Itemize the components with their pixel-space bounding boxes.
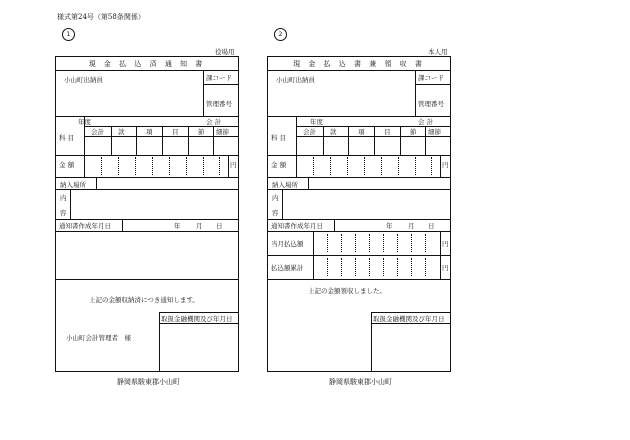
- accounting-label: 会 計: [418, 118, 434, 126]
- copy-number-2: 2: [274, 28, 287, 41]
- form-number: 様式第24号（第58条関係）: [57, 13, 145, 21]
- notice-date-label: 通知書作成年月日: [59, 222, 111, 230]
- subheader-setsu: 節: [198, 128, 205, 136]
- form-title: 現 金 払 込 書 兼 領 収 書: [293, 60, 425, 68]
- footer-1: 静岡県駿東郡小山町: [117, 378, 180, 386]
- current-month-yen: 円: [442, 240, 449, 248]
- content-label-1: 内: [60, 194, 67, 202]
- date-month: 月: [196, 222, 203, 230]
- accounting-manager: 小山町会計管理者 様: [66, 334, 131, 342]
- payee-name: 小山町出納員: [64, 76, 103, 84]
- subheader-accounting: 会計: [91, 128, 104, 136]
- category-label: 科 目: [59, 134, 75, 142]
- dept-code-label: 課コード: [418, 74, 444, 82]
- content-label-2: 容: [60, 209, 67, 217]
- notice-message: 上記の金額収納済につき通知します。: [89, 296, 199, 304]
- mgmt-number-label: 管理番号: [418, 100, 444, 108]
- dept-code-label: 課コード: [206, 74, 232, 82]
- subheader-kou: 項: [146, 128, 153, 136]
- date-month: 月: [408, 222, 415, 230]
- subheader-setsu: 節: [410, 128, 417, 136]
- receipt-message: 上記の金額領収しました。: [308, 287, 386, 295]
- form-personal-copy: [267, 56, 451, 372]
- subheader-moku: 目: [384, 128, 391, 136]
- payment-place-label: 納入場所: [60, 181, 86, 189]
- cumulative-label: 払込額累計: [271, 264, 304, 272]
- subheader-saisetsu: 細節: [428, 128, 441, 136]
- date-day: 日: [428, 222, 435, 230]
- payee-name: 小山町出納員: [276, 76, 315, 84]
- payment-place-label: 納入場所: [272, 181, 298, 189]
- amount-label: 金 額: [271, 161, 287, 169]
- date-day: 日: [216, 222, 223, 230]
- category-label: 科 目: [271, 134, 287, 142]
- subheader-kan: 款: [330, 128, 337, 136]
- subheader-accounting: 会計: [303, 128, 316, 136]
- fiscal-year-label: 年度: [78, 118, 91, 126]
- copy-label-2: 本人用: [428, 48, 448, 56]
- amount-label: 金 額: [59, 161, 75, 169]
- copy-label-1: 役場用: [215, 48, 235, 56]
- subheader-saisetsu: 細節: [216, 128, 229, 136]
- mgmt-number-label: 管理番号: [206, 100, 232, 108]
- subheader-moku: 目: [172, 128, 179, 136]
- bank-date-label: 取扱金融機関及び年月日: [161, 315, 233, 323]
- form-office-copy: [55, 56, 239, 372]
- yen-unit: 円: [230, 161, 237, 169]
- content-label-2: 容: [272, 209, 279, 217]
- accounting-label: 会 計: [206, 118, 222, 126]
- subheader-kou: 項: [358, 128, 365, 136]
- current-month-label: 当月払込額: [271, 240, 304, 248]
- date-year: 年: [174, 222, 181, 230]
- form-title: 現 金 払 込 済 通 知 書: [88, 60, 206, 68]
- notice-date-label: 通知書作成年月日: [271, 222, 323, 230]
- bank-date-label: 取扱金融機関及び年月日: [373, 315, 445, 323]
- date-year: 年: [386, 222, 393, 230]
- footer-2: 静岡県駿東郡小山町: [329, 378, 392, 386]
- content-label-1: 内: [272, 194, 279, 202]
- copy-number-1: 1: [62, 28, 75, 41]
- yen-unit: 円: [442, 161, 449, 169]
- subheader-kan: 款: [118, 128, 125, 136]
- fiscal-year-label: 年度: [310, 118, 323, 126]
- cumulative-yen: 円: [442, 264, 449, 272]
